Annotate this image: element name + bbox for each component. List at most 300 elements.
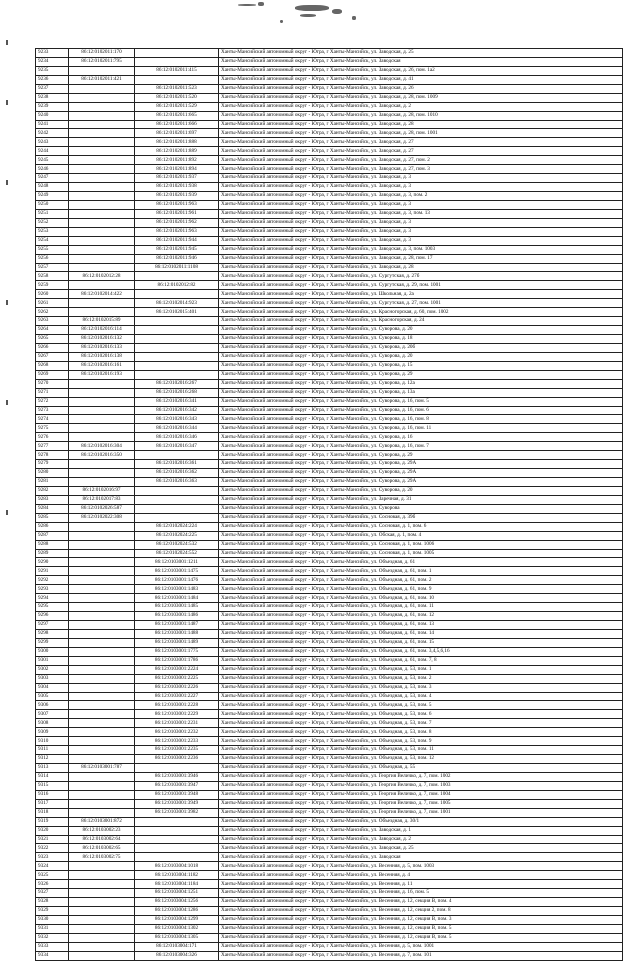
cadastral-number-land bbox=[69, 728, 135, 737]
table-row bbox=[36, 120, 623, 129]
street-address: ул. Весенняя, д. 11 bbox=[371, 880, 413, 887]
address bbox=[219, 719, 623, 728]
cadastral-number-land: 86:12:0103002:75 bbox=[69, 853, 135, 862]
street-address: ул. Красногорская, д. 60, пом. 1002 bbox=[371, 308, 449, 315]
row-number: 9235 bbox=[36, 66, 69, 75]
address bbox=[219, 772, 623, 781]
row-number: 9253 bbox=[36, 227, 69, 236]
table-row bbox=[36, 281, 623, 290]
row-number: 9286 bbox=[36, 522, 69, 531]
table-row bbox=[36, 49, 623, 58]
row-number: 9283 bbox=[36, 495, 69, 504]
cadastral-number-premises: 86:12:0103001:1484 bbox=[135, 594, 219, 603]
cadastral-number-land: 86:12:0103002:65 bbox=[69, 844, 135, 853]
row-number: 9305 bbox=[36, 692, 69, 701]
cadastral-number-premises bbox=[135, 361, 219, 370]
address bbox=[219, 674, 623, 683]
row-number: 9314 bbox=[36, 772, 69, 781]
street-address: ул. Заводская, д. 28, пом. 1009 bbox=[371, 94, 438, 101]
region-prefix: Ханты-Мансийский автономный округ - Югра, г Ханты-Мансийск, bbox=[221, 952, 372, 959]
street-address: ул. Суворова, д. 20б bbox=[371, 344, 416, 351]
cadastral-number-premises: 86:12:0103001:2236 bbox=[135, 755, 219, 764]
address bbox=[219, 379, 623, 388]
address bbox=[219, 710, 623, 719]
table-row bbox=[36, 75, 623, 84]
street-address: ул. Заводская, д. 2 bbox=[371, 835, 411, 842]
cadastral-number-premises bbox=[135, 486, 219, 495]
cadastral-number-land: 86:12:0102016:161 bbox=[69, 361, 135, 370]
cadastral-number-premises bbox=[135, 495, 219, 504]
binding-marks bbox=[6, 40, 10, 640]
address bbox=[219, 907, 623, 916]
cadastral-number-premises bbox=[135, 853, 219, 862]
cadastral-number-land bbox=[69, 147, 135, 156]
region-prefix: Ханты-Мансийский автономный округ - Югра, г Ханты-Мансийск, bbox=[221, 290, 372, 297]
table-row bbox=[36, 942, 623, 951]
address bbox=[219, 120, 623, 129]
region-prefix: Ханты-Мансийский автономный округ - Югра, г Ханты-Мансийск, bbox=[221, 540, 372, 547]
street-address: ул. Объездная, д. 53, пом. 12 bbox=[371, 755, 435, 762]
table-row bbox=[36, 540, 623, 549]
address bbox=[219, 335, 623, 344]
row-number: 9326 bbox=[36, 880, 69, 889]
cadastral-number-premises: 86:12:0103001:1486 bbox=[135, 612, 219, 621]
row-number: 9284 bbox=[36, 504, 69, 513]
table-row bbox=[36, 844, 623, 853]
address bbox=[219, 495, 623, 504]
cadastral-number-premises: 86:12:0102015:401 bbox=[135, 308, 219, 317]
row-number: 9242 bbox=[36, 129, 69, 138]
row-number: 9316 bbox=[36, 790, 69, 799]
region-prefix: Ханты-Мансийский автономный округ - Югра, г Ханты-Мансийск, bbox=[221, 737, 372, 744]
address bbox=[219, 49, 623, 58]
region-prefix: Ханты-Мансийский автономный округ - Югра, г Ханты-Мансийск, bbox=[221, 371, 372, 378]
region-prefix: Ханты-Мансийский автономный округ - Югра, г Ханты-Мансийск, bbox=[221, 272, 372, 279]
cadastral-number-premises: 86:12:0103001:2235 bbox=[135, 746, 219, 755]
address bbox=[219, 138, 623, 147]
row-number: 9246 bbox=[36, 165, 69, 174]
cadastral-number-premises bbox=[135, 826, 219, 835]
row-number: 9264 bbox=[36, 326, 69, 335]
table-row bbox=[36, 915, 623, 924]
cadastral-number-premises: 86:12:0102011:894 bbox=[135, 165, 219, 174]
row-number: 9240 bbox=[36, 111, 69, 120]
cadastral-number-land: 86:12:0102012:28 bbox=[69, 272, 135, 281]
cadastral-number-land bbox=[69, 263, 135, 272]
region-prefix: Ханты-Мансийский автономный округ - Югра, г Ханты-Мансийск, bbox=[221, 192, 372, 199]
table-row bbox=[36, 66, 623, 75]
row-number: 9328 bbox=[36, 898, 69, 907]
street-address: ул. Заводская, д. 41 bbox=[371, 76, 414, 83]
address bbox=[219, 442, 623, 451]
row-number: 9261 bbox=[36, 299, 69, 308]
cadastral-number-land: 86:12:0102016:133 bbox=[69, 343, 135, 352]
region-prefix: Ханты-Мансийский автономный округ - Югра, г Ханты-Мансийск, bbox=[221, 228, 372, 235]
row-number: 9255 bbox=[36, 245, 69, 254]
cadastral-number-premises: 86:12:0103001:2229 bbox=[135, 710, 219, 719]
cadastral-number-land bbox=[69, 808, 135, 817]
table-row bbox=[36, 647, 623, 656]
cadastral-number-land bbox=[69, 933, 135, 942]
table-row bbox=[36, 209, 623, 218]
table-row bbox=[36, 772, 623, 781]
row-number: 9304 bbox=[36, 683, 69, 692]
cadastral-number-premises: 86:12:0103004:171 bbox=[135, 942, 219, 951]
row-number: 9308 bbox=[36, 719, 69, 728]
cadastral-number-premises: 86:12:0103001:1489 bbox=[135, 638, 219, 647]
cadastral-number-premises: 86:12:0103004:1302 bbox=[135, 924, 219, 933]
region-prefix: Ханты-Мансийский автономный округ - Югра, г Ханты-Мансийск, bbox=[221, 263, 372, 270]
table-row bbox=[36, 424, 623, 433]
region-prefix: Ханты-Мансийский автономный округ - Югра, г Ханты-Мансийск, bbox=[221, 380, 372, 387]
cadastral-number-premises: 86:12:0102011:523 bbox=[135, 84, 219, 93]
address bbox=[219, 871, 623, 880]
row-number: 9290 bbox=[36, 558, 69, 567]
cadastral-number-land bbox=[69, 889, 135, 898]
table-row bbox=[36, 218, 623, 227]
cadastral-number-land bbox=[69, 924, 135, 933]
cadastral-number-premises: 86:12:0103001:1488 bbox=[135, 629, 219, 638]
row-number: 9315 bbox=[36, 781, 69, 790]
table-row bbox=[36, 57, 623, 66]
cadastral-number-premises bbox=[135, 764, 219, 773]
row-number: 9288 bbox=[36, 540, 69, 549]
region-prefix: Ханты-Мансийский автономный округ - Югра, г Ханты-Мансийск, bbox=[221, 85, 372, 92]
cadastral-number-premises: 86:12:0102011:946 bbox=[135, 254, 219, 263]
region-prefix: Ханты-Мансийский автономный округ - Югра, г Ханты-Мансийск, bbox=[221, 630, 372, 637]
street-address: ул. Сосновая, д. 1, пом. 1006 bbox=[371, 540, 435, 547]
cadastral-number-premises: 86:12:0102016:362 bbox=[135, 469, 219, 478]
cadastral-number-land bbox=[69, 209, 135, 218]
row-number: 9248 bbox=[36, 183, 69, 192]
cadastral-number-land: 86:12:0103001:787 bbox=[69, 764, 135, 773]
row-number: 9241 bbox=[36, 120, 69, 129]
table-row bbox=[36, 174, 623, 183]
address bbox=[219, 93, 623, 102]
row-number: 9296 bbox=[36, 612, 69, 621]
row-number: 9297 bbox=[36, 621, 69, 630]
row-number: 9249 bbox=[36, 192, 69, 201]
street-address: ул. Объездная, д. 53, пом. 1 bbox=[371, 666, 432, 673]
cadastral-number-premises: 86:12:0102016:361 bbox=[135, 460, 219, 469]
cadastral-number-premises: 86:12:0102011:888 bbox=[135, 138, 219, 147]
table-row bbox=[36, 835, 623, 844]
street-address: ул. Объездная, д. 61, пом. 14 bbox=[371, 630, 435, 637]
region-prefix: Ханты-Мансийский автономный округ - Югра, г Ханты-Мансийск, bbox=[221, 174, 372, 181]
street-address: ул. Объездная, д. 53, пом. 8 bbox=[371, 728, 432, 735]
row-number: 9252 bbox=[36, 218, 69, 227]
row-number: 9301 bbox=[36, 656, 69, 665]
row-number: 9267 bbox=[36, 352, 69, 361]
cadastral-number-land bbox=[69, 772, 135, 781]
row-number: 9321 bbox=[36, 835, 69, 844]
street-address: ул. Обская, д. 1, пом. 4 bbox=[371, 531, 422, 538]
region-prefix: Ханты-Мансийский автономный округ - Югра, г Ханты-Мансийск, bbox=[221, 362, 372, 369]
table-row bbox=[36, 629, 623, 638]
table-row bbox=[36, 853, 623, 862]
region-prefix: Ханты-Мансийский автономный округ - Югра, г Ханты-Мансийск, bbox=[221, 49, 372, 56]
cadastral-number-premises: 86:12:0102011:666 bbox=[135, 120, 219, 129]
cadastral-number-premises: 86:12:0103004:1305 bbox=[135, 933, 219, 942]
street-address: ул. Объездная, д. 30/1 bbox=[371, 817, 420, 824]
cadastral-number-land: 86:12:0102016:97 bbox=[69, 486, 135, 495]
street-address: ул. Заводская, д. 3, пом. 2 bbox=[371, 192, 428, 199]
address bbox=[219, 299, 623, 308]
row-number: 9317 bbox=[36, 799, 69, 808]
table-row bbox=[36, 469, 623, 478]
street-address: ул. Весенняя, д. 12, секция В, пом. 3 bbox=[371, 916, 452, 923]
address bbox=[219, 254, 623, 263]
street-address: ул. Объездная, д. 61, пом. 9 bbox=[371, 585, 432, 592]
table-row bbox=[36, 451, 623, 460]
row-number: 9287 bbox=[36, 531, 69, 540]
street-address: ул. Заводская, д. 3, пом. 13 bbox=[371, 210, 430, 217]
region-prefix: Ханты-Мансийский автономный округ - Югра, г Ханты-Мансийск, bbox=[221, 862, 372, 869]
region-prefix: Ханты-Мансийский автономный округ - Югра, г Ханты-Мансийск, bbox=[221, 317, 372, 324]
street-address: ул. Весенняя, д. 5, пом. 1003 bbox=[371, 862, 435, 869]
street-address: ул. Весенняя, д. 12, секция В, пом. 5 bbox=[371, 925, 452, 932]
street-address: ул. Суворова, д. 29 bbox=[371, 371, 413, 378]
table-row bbox=[36, 638, 623, 647]
address bbox=[219, 612, 623, 621]
street-address: ул. Заводская, д. 28 bbox=[371, 120, 414, 127]
address bbox=[219, 522, 623, 531]
cadastral-number-land: 86:12:0102016:350 bbox=[69, 451, 135, 460]
cadastral-number-premises: 86:12:0102011:937 bbox=[135, 174, 219, 183]
street-address: ул. Суворова, д. 29А bbox=[371, 460, 417, 467]
street-address: ул. Заводская, д. 28, пом. 1001 bbox=[371, 129, 438, 136]
address bbox=[219, 326, 623, 335]
row-number: 9309 bbox=[36, 728, 69, 737]
street-address: ул. Объездная, д. 61, пом. 10 bbox=[371, 594, 435, 601]
cadastral-number-premises: 86:12:0102016:342 bbox=[135, 406, 219, 415]
table-row bbox=[36, 433, 623, 442]
row-number: 9269 bbox=[36, 370, 69, 379]
table-row bbox=[36, 656, 623, 665]
table-row bbox=[36, 406, 623, 415]
table-row bbox=[36, 603, 623, 612]
street-address: ул. Объездная, д. 61, пом. 3,4,5,6,16 bbox=[371, 648, 450, 655]
region-prefix: Ханты-Мансийский автономный округ - Югра, г Ханты-Мансийск, bbox=[221, 523, 372, 530]
address bbox=[219, 57, 623, 66]
table-row bbox=[36, 200, 623, 209]
cadastral-number-land bbox=[69, 781, 135, 790]
row-number: 9325 bbox=[36, 871, 69, 880]
cadastral-number-premises: 86:12:0102016:363 bbox=[135, 478, 219, 487]
address bbox=[219, 531, 623, 540]
region-prefix: Ханты-Мансийский автономный округ - Югра, г Ханты-Мансийск, bbox=[221, 183, 372, 190]
address bbox=[219, 415, 623, 424]
cadastral-number-premises bbox=[135, 290, 219, 299]
table-row bbox=[36, 352, 623, 361]
table-row bbox=[36, 192, 623, 201]
row-number: 9272 bbox=[36, 397, 69, 406]
region-prefix: Ханты-Мансийский автономный округ - Югра, г Ханты-Мансийск, bbox=[221, 129, 372, 136]
address bbox=[219, 915, 623, 924]
street-address: ул. Объездная, д. 61 bbox=[371, 558, 416, 565]
cadastral-number-premises: 86:12:0102014:923 bbox=[135, 299, 219, 308]
address bbox=[219, 388, 623, 397]
table-row bbox=[36, 889, 623, 898]
cadastral-number-land bbox=[69, 379, 135, 388]
street-address: ул. Заводская, д. 27 bbox=[371, 147, 414, 154]
table-row bbox=[36, 594, 623, 603]
address bbox=[219, 692, 623, 701]
row-number: 9238 bbox=[36, 93, 69, 102]
row-number: 9278 bbox=[36, 451, 69, 460]
cadastral-number-premises: 86:12:0102011:415 bbox=[135, 66, 219, 75]
region-prefix: Ханты-Мансийский автономный округ - Югра, г Ханты-Мансийск, bbox=[221, 683, 372, 690]
cadastral-number-premises: 86:12:0103001:3949 bbox=[135, 799, 219, 808]
table-row bbox=[36, 531, 623, 540]
street-address: ул. Суворова, д. 18 bbox=[371, 335, 413, 342]
row-number: 9274 bbox=[36, 415, 69, 424]
cadastral-number-premises bbox=[135, 370, 219, 379]
address bbox=[219, 540, 623, 549]
cadastral-number-premises: 86:12:0102011:963 bbox=[135, 200, 219, 209]
street-address: ул. Суворова, д. 16, пом. 6 bbox=[371, 406, 429, 413]
street-address: ул. Георгия Величко, д. 7, пом. 1003 bbox=[371, 782, 451, 789]
address bbox=[219, 406, 623, 415]
address bbox=[219, 504, 623, 513]
street-address: ул. Объездная, д. 53, пом. 4 bbox=[371, 692, 432, 699]
address bbox=[219, 129, 623, 138]
table-row bbox=[36, 808, 623, 817]
address bbox=[219, 799, 623, 808]
cadastral-number-land bbox=[69, 799, 135, 808]
cadastral-number-premises bbox=[135, 513, 219, 522]
region-prefix: Ханты-Мансийский автономный округ - Югра, г Ханты-Мансийск, bbox=[221, 335, 372, 342]
street-address: ул. Весенняя, д. 5, пом. 1001 bbox=[371, 943, 435, 950]
street-address: ул. Сургутская, д. 27б bbox=[371, 272, 420, 279]
region-prefix: Ханты-Мансийский автономный округ - Югра, г Ханты-Мансийск, bbox=[221, 666, 372, 673]
cadastral-number-premises: 86:12:0103004:1256 bbox=[135, 898, 219, 907]
cadastral-number-land bbox=[69, 942, 135, 951]
street-address: ул. Суворова, д. 16, пом. 8 bbox=[371, 415, 429, 422]
region-prefix: Ханты-Мансийский автономный округ - Югра, г Ханты-Мансийск, bbox=[221, 102, 372, 109]
region-prefix: Ханты-Мансийский автономный округ - Югра, г Ханты-Мансийск, bbox=[221, 612, 372, 619]
address bbox=[219, 451, 623, 460]
cadastral-number-premises: 86:12:0103001:1485 bbox=[135, 603, 219, 612]
address bbox=[219, 808, 623, 817]
region-prefix: Ханты-Мансийский автономный округ - Югра, г Ханты-Мансийск, bbox=[221, 442, 372, 449]
street-address: ул. Объездная, д. 53, пом. 6 bbox=[371, 710, 432, 717]
row-number: 9289 bbox=[36, 549, 69, 558]
region-prefix: Ханты-Мансийский автономный округ - Югра, г Ханты-Мансийск, bbox=[221, 397, 372, 404]
table-row bbox=[36, 156, 623, 165]
cadastral-number-premises: 86:12:0103001:2233 bbox=[135, 737, 219, 746]
table-row bbox=[36, 317, 623, 326]
table-row bbox=[36, 585, 623, 594]
table-row bbox=[36, 93, 623, 102]
row-number: 9298 bbox=[36, 629, 69, 638]
address bbox=[219, 281, 623, 290]
street-address: ул. Суворова, д. 16, пом. 7 bbox=[371, 442, 429, 449]
cadastral-number-land bbox=[69, 156, 135, 165]
row-number: 9327 bbox=[36, 889, 69, 898]
cadastral-number-premises: 86:12:0102011:961 bbox=[135, 209, 219, 218]
row-number: 9250 bbox=[36, 200, 69, 209]
cadastral-number-premises: 86:12:0102012:82 bbox=[135, 281, 219, 290]
region-prefix: Ханты-Мансийский автономный округ - Югра, г Ханты-Мансийск, bbox=[221, 531, 372, 538]
row-number: 9330 bbox=[36, 915, 69, 924]
row-number: 9234 bbox=[36, 57, 69, 66]
cadastral-number-premises: 86:12:0102016:347 bbox=[135, 442, 219, 451]
address bbox=[219, 844, 623, 853]
region-prefix: Ханты-Мансийский автономный округ - Югра, г Ханты-Мансийск, bbox=[221, 478, 372, 485]
row-number: 9265 bbox=[36, 335, 69, 344]
cadastral-number-land bbox=[69, 281, 135, 290]
region-prefix: Ханты-Мансийский автономный округ - Югра, г Ханты-Мансийск, bbox=[221, 254, 372, 261]
cadastral-number-land: 86:12:0102016:138 bbox=[69, 352, 135, 361]
address bbox=[219, 835, 623, 844]
table-row bbox=[36, 871, 623, 880]
region-prefix: Ханты-Мансийский автономный округ - Югра, г Ханты-Мансийск, bbox=[221, 648, 372, 655]
address bbox=[219, 647, 623, 656]
cadastral-number-premises: 86:12:0103001:2232 bbox=[135, 728, 219, 737]
cadastral-number-premises: 86:12:0102024:552 bbox=[135, 549, 219, 558]
cadastral-number-land: 86:12:0102016:193 bbox=[69, 370, 135, 379]
cadastral-number-land bbox=[69, 165, 135, 174]
address bbox=[219, 558, 623, 567]
cadastral-number-land bbox=[69, 236, 135, 245]
cadastral-number-premises: 86:12:0103004:1286 bbox=[135, 907, 219, 916]
row-number: 9324 bbox=[36, 862, 69, 871]
row-number: 9311 bbox=[36, 746, 69, 755]
cadastral-number-land bbox=[69, 522, 135, 531]
region-prefix: Ханты-Мансийский автономный округ - Югра, г Ханты-Мансийск, bbox=[221, 621, 372, 628]
address bbox=[219, 84, 623, 93]
table-row bbox=[36, 308, 623, 317]
table-row bbox=[36, 84, 623, 93]
address bbox=[219, 397, 623, 406]
row-number: 9312 bbox=[36, 755, 69, 764]
address bbox=[219, 218, 623, 227]
row-number: 9313 bbox=[36, 764, 69, 773]
cadastral-number-premises bbox=[135, 49, 219, 58]
row-number: 9233 bbox=[36, 49, 69, 58]
table-row bbox=[36, 621, 623, 630]
region-prefix: Ханты-Мансийский автономный округ - Югра, г Ханты-Мансийск, bbox=[221, 424, 372, 431]
cadastral-number-land bbox=[69, 84, 135, 93]
region-prefix: Ханты-Мансийский автономный округ - Югра, г Ханты-Мансийск, bbox=[221, 496, 372, 503]
row-number: 9239 bbox=[36, 102, 69, 111]
table-row bbox=[36, 817, 623, 826]
cadastral-number-premises: 86:12:0102024:224 bbox=[135, 522, 219, 531]
table-row bbox=[36, 719, 623, 728]
street-address: ул. Объездная, д. 53, пом. 7 bbox=[371, 719, 432, 726]
street-address: ул. Заводская, д. 28, пом. 1010 bbox=[371, 111, 438, 118]
table-row bbox=[36, 138, 623, 147]
street-address: ул. Суворова, д. 29А bbox=[371, 469, 417, 476]
cadastral-number-premises: 86:12:0103001:2227 bbox=[135, 692, 219, 701]
row-number: 9323 bbox=[36, 853, 69, 862]
cadastral-number-premises bbox=[135, 326, 219, 335]
cadastral-number-land bbox=[69, 254, 135, 263]
table-row bbox=[36, 290, 623, 299]
street-address: ул. Суворова, д. 16, пом. 5 bbox=[371, 397, 429, 404]
region-prefix: Ханты-Мансийский автономный округ - Югра, г Ханты-Мансийск, bbox=[221, 94, 372, 101]
cadastral-number-premises: 86:12:0103001:3947 bbox=[135, 781, 219, 790]
region-prefix: Ханты-Мансийский автономный округ - Югра, г Ханты-Мансийск, bbox=[221, 245, 372, 252]
address bbox=[219, 862, 623, 871]
address bbox=[219, 826, 623, 835]
street-address: ул. Сургутская, д. 29, пом. 1001 bbox=[371, 281, 441, 288]
region-prefix: Ханты-Мансийский автономный округ - Югра, г Ханты-Мансийск, bbox=[221, 809, 372, 816]
row-number: 9332 bbox=[36, 933, 69, 942]
street-address: ул. Объездная, д. 61, пом. 11 bbox=[371, 603, 434, 610]
region-prefix: Ханты-Мансийский автономный округ - Югра, г Ханты-Мансийск, bbox=[221, 907, 372, 914]
